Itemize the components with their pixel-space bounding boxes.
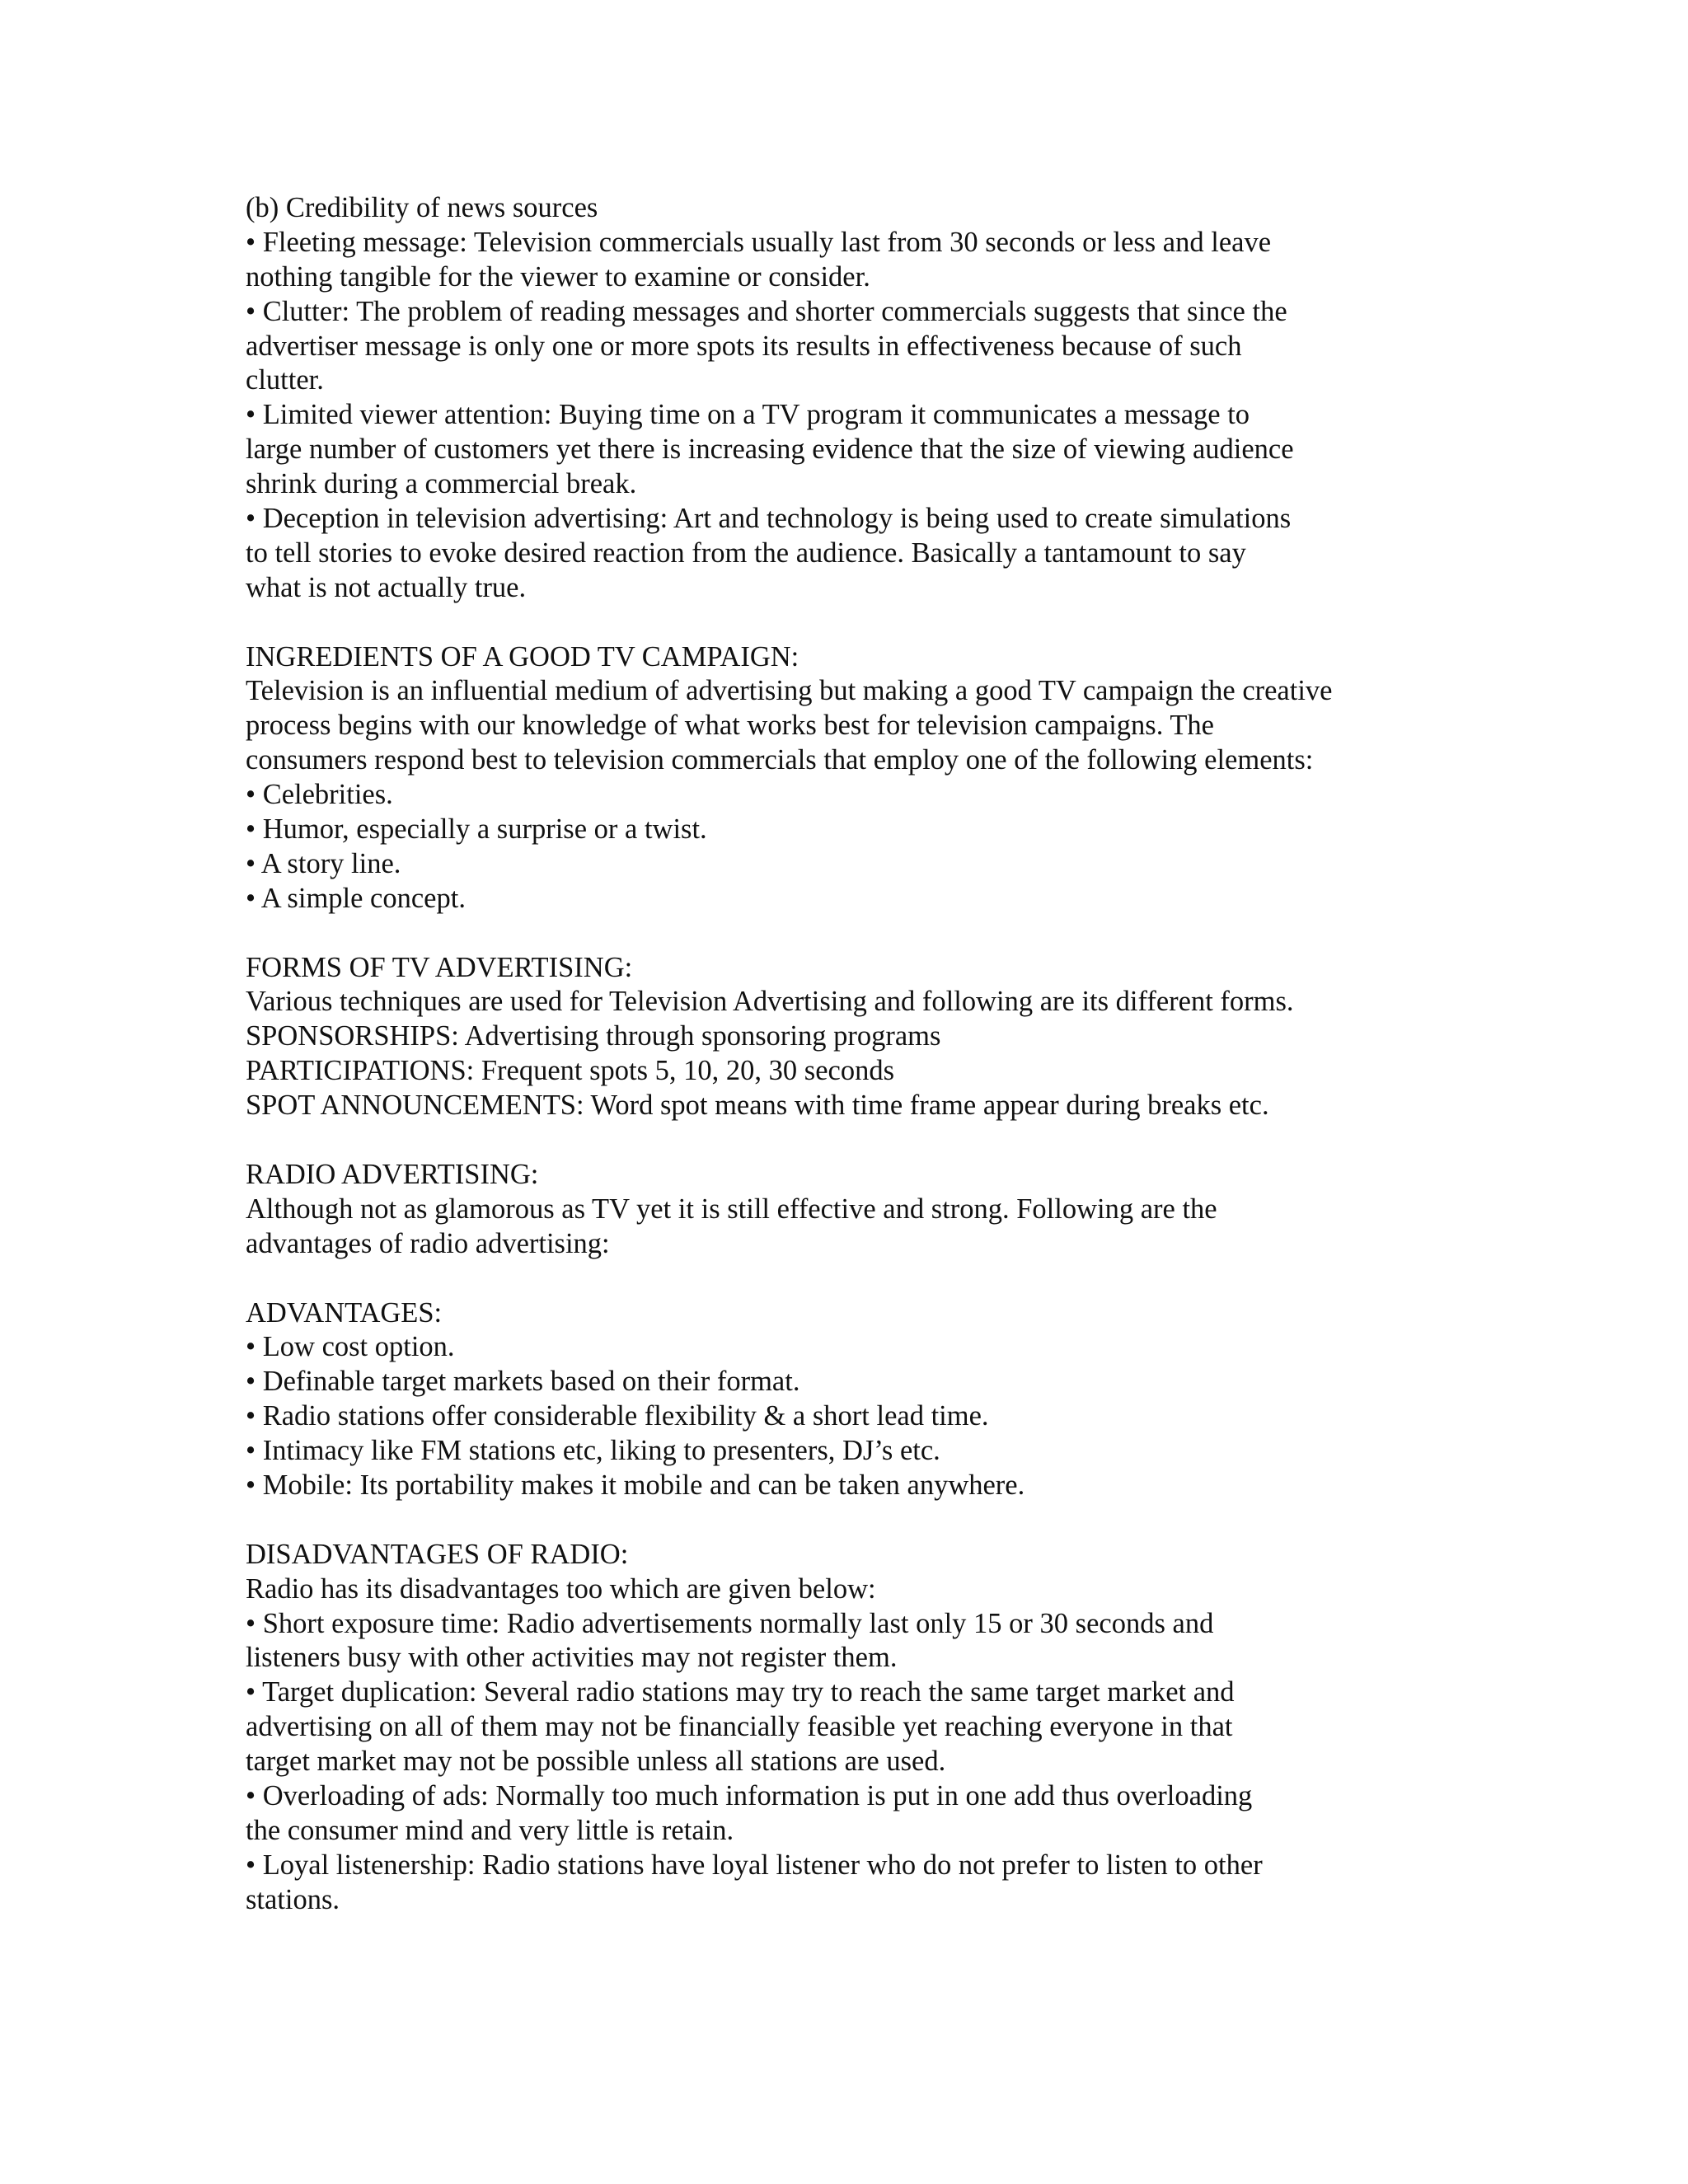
section-credibility <box>246 191 1663 606</box>
paragraph-line: • Fleeting message: Television commercials usually last from 30 seconds or less and leave <box>246 226 1272 258</box>
paragraph-line: advertising on all of them may not be financially feasible yet reaching everyone in that <box>246 1711 1233 1743</box>
list-item: • Radio stations offer considerable flexibility & a short lead time. <box>246 1400 989 1432</box>
paragraph-line: listeners busy with other activities may not register them. <box>246 1642 898 1674</box>
paragraph-spacer <box>246 1123 1663 1158</box>
paragraph-line: Although not as glamorous as TV yet it is still effective and strong. Following are the <box>246 1193 1217 1225</box>
paragraph-spacer <box>246 1503 1663 1538</box>
list-item: • Celebrities. <box>246 779 393 811</box>
paragraph-line: • Overloading of ads: Normally too much information is put in one add thus overloading <box>246 1779 1253 1811</box>
paragraph-line: consumers respond best to television commercials that employ one of the following elements: <box>246 744 1314 776</box>
paragraph-line: large number of customers yet there is increasing evidence that the size of viewing audience <box>246 434 1294 466</box>
section-heading: FORMS OF TV ADVERTISING: <box>246 951 633 983</box>
section-heading: (b) Credibility of news sources <box>246 192 598 223</box>
section-disadvantages <box>246 1538 1663 1918</box>
paragraph-line: stations. <box>246 1883 340 1915</box>
list-item: • Humor, especially a surprise or a twist. <box>246 813 707 846</box>
paragraph-line: process begins with our knowledge of what works best for television campaigns. The <box>246 710 1214 742</box>
paragraph-line: shrink during a commercial break. <box>246 468 637 500</box>
paragraph-line: • Loyal listenership: Radio stations have loyal listener who do not prefer to listen to other <box>246 1849 1263 1881</box>
paragraph-line: advertiser message is only one or more spots its results in effectiveness because of such <box>246 330 1242 362</box>
section-forms <box>246 951 1663 1123</box>
paragraph-line: Various techniques are used for Television Advertising and following are its different forms. <box>246 986 1294 1018</box>
paragraph-line: • Deception in television advertising: Art and technology is being used to create simulations <box>246 503 1292 535</box>
section-radio <box>246 1158 1663 1262</box>
paragraph-line: Television is an influential medium of advertising but making a good TV campaign the creative <box>246 675 1333 707</box>
paragraph-line: the consumer mind and very little is retain. <box>246 1814 734 1846</box>
document-page <box>246 191 1663 1918</box>
paragraph-line: • Clutter: The problem of reading messages and shorter commercials suggests that since the <box>246 295 1287 327</box>
paragraph-spacer <box>246 606 1663 640</box>
section-heading: DISADVANTAGES OF RADIO: <box>246 1538 629 1570</box>
paragraph-line: • Limited viewer attention: Buying time on a TV program it communicates a message to <box>246 399 1250 431</box>
list-item: • A story line. <box>246 847 401 879</box>
paragraph-line: • Target duplication: Several radio stations may try to reach the same target market and <box>246 1676 1235 1708</box>
paragraph-line: SPONSORSHIPS: Advertising through sponsoring programs <box>246 1020 941 1052</box>
list-item: • Low cost option. <box>246 1331 455 1363</box>
list-item: • Intimacy like FM stations etc, liking to presenters, DJ’s etc. <box>246 1435 940 1467</box>
section-ingredients <box>246 640 1663 916</box>
paragraph-line: nothing tangible for the viewer to examine or consider. <box>246 260 870 293</box>
paragraph-line: Radio has its disadvantages too which are given below: <box>246 1572 876 1605</box>
list-item: • A simple concept. <box>246 882 466 914</box>
paragraph-line: what is not actually true. <box>246 571 527 603</box>
paragraph-line: advantages of radio advertising: <box>246 1227 610 1259</box>
section-heading: INGREDIENTS OF A GOOD TV CAMPAIGN: <box>246 640 799 673</box>
paragraph-spacer <box>246 916 1663 951</box>
paragraph-line: target market may not be possible unless all stations are used. <box>246 1746 946 1778</box>
list-item: • Mobile: Its portability makes it mobile and can be taken anywhere. <box>246 1469 1025 1501</box>
paragraph-line: clutter. <box>246 364 324 396</box>
section-advantages <box>246 1296 1663 1503</box>
paragraph-line: PARTICIPATIONS: Frequent spots 5, 10, 20, 30 seconds <box>246 1055 895 1087</box>
paragraph-line: to tell stories to evoke desired reaction from the audience. Basically a tantamount to say <box>246 537 1246 569</box>
section-heading: RADIO ADVERTISING: <box>246 1158 539 1190</box>
list-item: • Definable target markets based on their format. <box>246 1366 800 1398</box>
paragraph-line: • Short exposure time: Radio advertisements normally last only 15 or 30 seconds and <box>246 1607 1214 1639</box>
paragraph-spacer <box>246 1262 1663 1296</box>
paragraph-line: SPOT ANNOUNCEMENTS: Word spot means with time frame appear during breaks etc. <box>246 1090 1269 1122</box>
section-heading: ADVANTAGES: <box>246 1296 443 1329</box>
